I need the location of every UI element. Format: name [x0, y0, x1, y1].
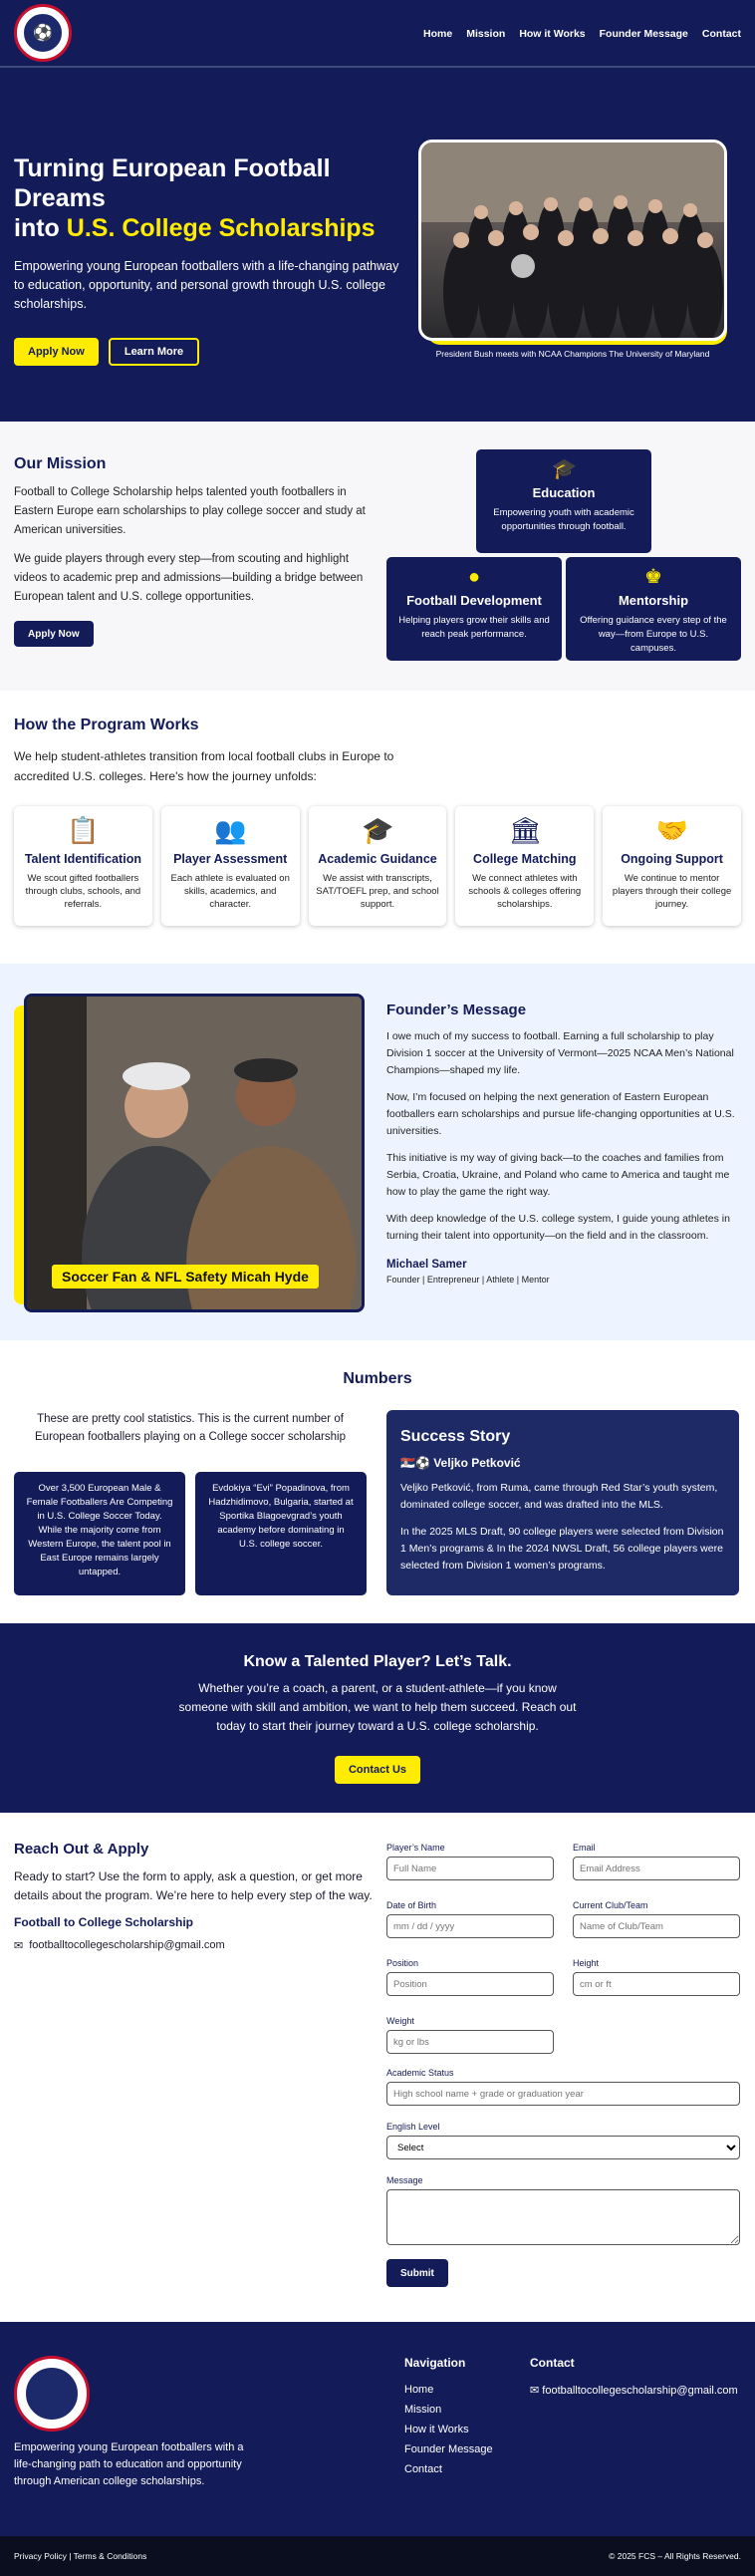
mail-icon: ✉ [530, 2385, 540, 2397]
height-input[interactable] [573, 1972, 740, 1996]
reach-email[interactable]: footballtocollegescholarship@gmail.com [29, 1939, 225, 1951]
club-label: Current Club/Team [573, 1900, 648, 1910]
card-football-development: ● Football Development Helping players grow their skills and reach peak performance. [386, 557, 562, 661]
footer-nav-home[interactable]: Home [404, 2384, 434, 2396]
ball-icon: ● [467, 566, 481, 588]
step-player-assessment: 👥 Player Assessment Each athlete is evaluated on skills, academics, and character. [161, 806, 300, 926]
nav-how-it-works[interactable]: How it Works [519, 28, 586, 40]
founder-paragraph-2: Now, I’m focused on helping the next generation of Eastern European footballers earn scholarships and pursue life-changing opportunities at U.S. universities. [386, 1091, 735, 1137]
contact-us-button[interactable]: Contact Us [335, 1756, 420, 1784]
founder-photo-caption: Soccer Fan & NFL Safety Micah Hyde [52, 1265, 319, 1288]
stat-card-1: Over 3,500 European Male & Female Footballers Are Competing in U.S. College Soccer Today. While the majority come from Western Europe, the talent pool in East Europe remains largely untapped. [14, 1472, 185, 1595]
footer-contact: Contact ✉ footballtocollegescholarship@gmail.com [530, 2356, 738, 2397]
email-input[interactable] [573, 1857, 740, 1880]
email-label: Email [573, 1843, 596, 1853]
mission-paragraph-1: Football to College Scholarship helps talented youth footballers in Eastern Europe earn scholarships to play college soccer and study at American universities. [14, 486, 366, 536]
success-story-paragraph-1: Veljko Petković, from Ruma, came through Red Star’s youth system, dominated college soccer, and was drafted into the MLS. [400, 1482, 718, 1511]
copyright: © 2025 FCS – All Rights Reserved. [609, 2551, 741, 2561]
founder-paragraph-3: This initiative is my way of giving back—to the coaches and families from Serbia, Croatia, Ukraine, and Poland who came to America and taught me how to play the game the right way. [386, 1152, 730, 1198]
nav-founder-message[interactable]: Founder Message [599, 28, 688, 40]
footer-logo[interactable] [14, 2356, 90, 2432]
english-select[interactable] [386, 2136, 740, 2159]
success-story-name: 🇷🇸⚽ Veljko Petković [400, 1456, 521, 1470]
message-label: Message [386, 2175, 423, 2185]
submit-button[interactable]: Submit [386, 2259, 448, 2287]
name-label: Player’s Name [386, 1843, 445, 1853]
step-college-matching: 🏛 College Matching We connect athletes with schools & colleges offering scholarships. [455, 806, 594, 926]
mission-title: Our Mission [14, 455, 107, 472]
founder-paragraph-1: I owe much of my success to football. Earning a full scholarship to play Division 1 soccer at the University of Vermont—2025 NCAA Men’s National Champions—shaped my life. [386, 1030, 734, 1076]
message-textarea[interactable] [386, 2189, 740, 2245]
team-photo [418, 140, 727, 341]
numbers-title: Numbers [343, 1370, 412, 1387]
nav-menu [423, 24, 741, 42]
nav-home[interactable]: Home [423, 28, 453, 40]
footer [0, 2322, 755, 2536]
hero-title: Turning European Football Dreams into U.S. College Scholarships [14, 154, 376, 242]
reach-org: Football to College Scholarship [14, 1915, 194, 1929]
footer-nav-contact[interactable]: Contact [404, 2463, 442, 2475]
cta-section [0, 1623, 755, 1813]
weight-input[interactable] [386, 2030, 554, 2054]
apply-now-button[interactable]: Apply Now [14, 338, 99, 366]
nav-mission[interactable]: Mission [466, 28, 506, 40]
handshake-icon: 🤝 [655, 815, 688, 845]
nav-contact[interactable]: Contact [701, 28, 741, 40]
success-story-card [386, 1410, 739, 1595]
success-story-title: Success Story [400, 1428, 511, 1445]
dob-input[interactable] [386, 1914, 554, 1938]
numbers-section [0, 1340, 755, 1623]
success-story-paragraph-2: In the 2025 MLS Draft, 90 college players were selected from Division 1 Men’s programs & In the 2024 NWSL Draft, 56 college players were selected from Division 1 women’s programs. [400, 1526, 724, 1572]
footer-email[interactable]: footballtocollegescholarship@gmail.com [542, 2385, 738, 2397]
footer-nav-founder-message[interactable]: Founder Message [404, 2443, 493, 2455]
reach-title: Reach Out & Apply [14, 1841, 149, 1858]
university-icon: 🏛 [508, 815, 542, 845]
mail-icon: ✉ [14, 1940, 24, 1952]
contact-section [0, 1813, 755, 2322]
english-label: English Level [386, 2122, 440, 2132]
position-input[interactable] [386, 1972, 554, 1996]
how-intro: We help student-athletes transition from local football clubs in Europe to accredited U.S. colleges. Here's how the journey unfolds: [14, 749, 394, 783]
academic-input[interactable] [386, 2082, 740, 2106]
step-ongoing-support: 🤝 Ongoing Support We continue to mentor players through their college journey. [603, 806, 741, 926]
club-input[interactable] [573, 1914, 740, 1938]
name-input[interactable] [386, 1857, 554, 1880]
step-talent-identification: 📋 Talent Identification We scout gifted footballers through clubs, schools, and referrals. [14, 806, 152, 926]
hero-section [0, 68, 755, 422]
hero-text: Empowering young European footballers with a life-changing pathway to education, opportunity, and personal growth through U.S. college scholarships. [14, 259, 399, 311]
card-mentorship: ♚ Mentorship Offering guidance every step of the way—from Europe to U.S. campuses. [566, 557, 741, 661]
hero-image [418, 140, 727, 409]
top-nav [0, 0, 755, 68]
founder-paragraph-4: With deep knowledge of the U.S. college system, I guide young athletes in turning their talent into opportunity—on the field and in the classroom. [386, 1213, 730, 1242]
card-education: 🎓 Education Empowering youth with academic opportunities through football. [476, 449, 651, 553]
academic-label: Academic Status [386, 2068, 454, 2078]
mission-apply-button[interactable]: Apply Now [14, 621, 94, 647]
mission-paragraph-2: We guide players through every step—from scouting and highlight videos to academic prep and admissions—building a bridge between European talent and U.S. college opportunities. [14, 553, 364, 603]
step-academic-guidance: 🎓 Academic Guidance We assist with transcripts, SAT/TOEFL prep, and school support. [309, 806, 447, 926]
footer-nav-mission[interactable]: Mission [404, 2404, 442, 2416]
cta-title: Know a Talented Player? Let’s Talk. [243, 1653, 512, 1670]
how-title: How the Program Works [14, 716, 199, 733]
soccer-ball-icon: ⚽ [22, 12, 64, 54]
founder-name: Michael Samer [386, 1259, 467, 1271]
graduation-cap-icon: 🎓 [552, 458, 577, 480]
bottom-bar [0, 2536, 755, 2576]
legal-links[interactable]: Privacy Policy | Terms & Conditions [14, 2551, 147, 2561]
height-label: Height [573, 1958, 600, 1968]
founder-section [0, 964, 755, 1340]
learn-more-button[interactable]: Learn More [109, 338, 199, 366]
cta-text: Whether you’re a coach, a parent, or a student-athlete—if you know someone with skill and ambition, we want to help them succeed. Reach out today to start their journey toward a U.S. college scholarship. [178, 1681, 577, 1733]
reach-text: Ready to start? Use the form to apply, ask a question, or get more details about the program. We’re here to help every step of the way. [14, 1869, 373, 1902]
mentor-icon: ♚ [644, 566, 662, 588]
players-icon: 👥 [214, 815, 247, 845]
position-label: Position [386, 1958, 419, 1968]
footer-nav: Navigation Home Mission How it Works Founder Message Contact [404, 2356, 493, 2475]
hero-image-caption: President Bush meets with NCAA Champions The University of Maryland [435, 349, 710, 359]
how-section [0, 691, 755, 964]
weight-label: Weight [386, 2016, 414, 2026]
footer-nav-how-it-works[interactable]: How it Works [404, 2424, 469, 2435]
founder-role: Founder | Entrepreneur | Athlete | Mentor [386, 1275, 550, 1285]
dob-label: Date of Birth [386, 1900, 437, 1910]
footer-description: Empowering young European footballers with a life-changing path to education and opportunity through American college scholarships. [14, 2441, 244, 2487]
mission-section [0, 422, 755, 691]
stat-card-2: Evdokiya “Evi” Popadinova, from Hadzhidimovo, Bulgaria, started at Sportika Blagoevgrad’s youth academy before dominating in U.S. college soccer. [195, 1472, 367, 1595]
site-logo[interactable] [14, 4, 72, 62]
numbers-intro: These are pretty cool statistics. This is the current number of European footballers playing on a College soccer scholarship [35, 1413, 346, 1443]
clipboard-icon: 📋 [67, 815, 100, 845]
founder-title: Founder’s Message [386, 1002, 527, 1018]
graduation-cap-icon: 🎓 [361, 815, 394, 845]
